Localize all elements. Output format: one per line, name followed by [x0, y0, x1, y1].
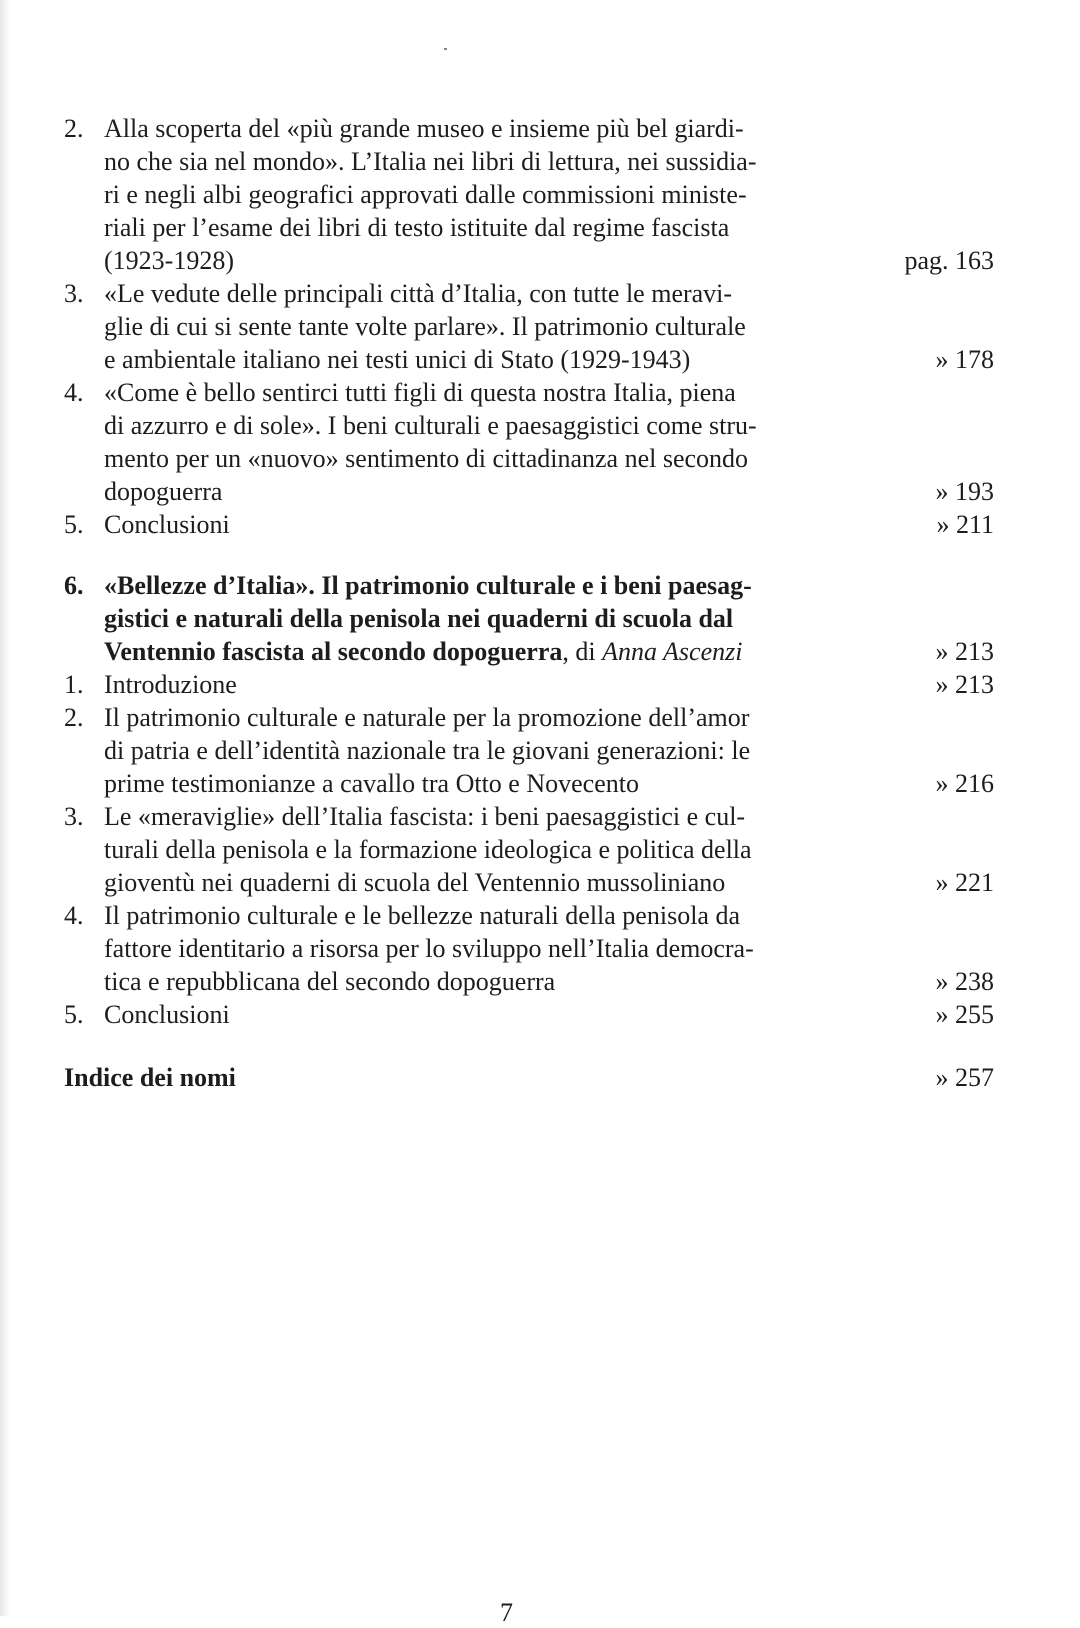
entry-title-text: riali per l’esame dei libri di testo istituite dal regime fascista [104, 213, 730, 242]
toc-line [0, 701, 1080, 734]
entry-title-text: Ventennio fascista al secondo dopoguerra [104, 637, 563, 666]
entry-title-text: fattore identitario a risorsa per lo sviluppo nell’Italia democra- [104, 934, 754, 963]
toc-line [0, 475, 1080, 508]
entry-title-text: prime testimonianze a cavallo tra Otto e Novecento [104, 769, 639, 798]
toc-line [0, 767, 1080, 800]
toc-line [0, 409, 1080, 442]
toc-entry[interactable] [0, 376, 1080, 508]
entry-number: 2. [64, 114, 84, 143]
entry-title-text: Conclusioni [104, 510, 230, 539]
entry-title-line [104, 475, 222, 508]
entry-title-text: «Come è bello sentirci tutti figli di questa nostra Italia, piena [104, 378, 736, 407]
entry-title-line [104, 277, 732, 310]
entry-title-line [104, 442, 748, 475]
toc-line [0, 734, 1080, 767]
page-number: » 221 [935, 868, 994, 897]
entry-title-line [104, 932, 754, 965]
entry-title-line [104, 602, 733, 635]
entry-title-text: «Bellezze d’Italia». Il patrimonio culturale e i beni paesag- [104, 571, 752, 600]
page-number: » 216 [935, 769, 994, 798]
page-folio: 7 [500, 1598, 513, 1627]
entry-title-line [104, 767, 639, 800]
toc-chapter-6[interactable] [0, 569, 1080, 668]
page-number: » 238 [935, 967, 994, 996]
toc-entry[interactable] [0, 998, 1080, 1031]
toc-line [0, 569, 1080, 602]
section-gap [0, 541, 1080, 569]
entry-title-text: gistici e naturali della penisola nei quaderni di scuola dal [104, 604, 734, 633]
section-gap [0, 1031, 1080, 1061]
toc-line [0, 211, 1080, 244]
entry-title-line [104, 569, 752, 602]
entry-title-text: «Le vedute delle principali città d’Italia, con tutte le meravi- [104, 279, 733, 308]
entry-title-text: ri e negli albi geografici approvati dalle commissioni ministe- [104, 180, 747, 209]
entry-title-line [104, 800, 745, 833]
entry-title-line [104, 409, 757, 442]
entry-title-text: glie di cui si sente tante volte parlare». Il patrimonio culturale [104, 312, 746, 341]
entry-number: 6. [64, 571, 84, 600]
toc-section-chapter6-subsections [0, 668, 1080, 1031]
author-name: Anna Ascenzi [602, 637, 743, 666]
toc-line [0, 635, 1080, 668]
entry-title-text: Il patrimonio culturale e le bellezze naturali della penisola da [104, 901, 740, 930]
page-number: » 211 [936, 510, 994, 539]
entry-number: 5. [64, 1000, 84, 1029]
entry-number: 1. [64, 670, 84, 699]
page-number: pag. 163 [904, 246, 994, 275]
entry-title-line [104, 833, 752, 866]
toc-line [0, 145, 1080, 178]
scan-speck [444, 48, 447, 50]
page-number: » 193 [935, 477, 994, 506]
toc-entry[interactable] [0, 277, 1080, 376]
toc-line [0, 112, 1080, 145]
toc-line [0, 899, 1080, 932]
entry-title-line [104, 112, 744, 145]
toc-line [0, 800, 1080, 833]
toc-line [0, 508, 1080, 541]
entry-title-line [104, 866, 725, 899]
toc-entry[interactable] [0, 701, 1080, 800]
toc-entry[interactable] [0, 508, 1080, 541]
toc-index-of-names[interactable] [0, 1061, 1080, 1094]
entry-title-text: Le «meraviglie» dell’Italia fascista: i beni paesaggistici e cul- [104, 802, 746, 831]
page-number: » 257 [935, 1063, 994, 1092]
page-number: » 213 [935, 637, 994, 666]
toc-line [0, 310, 1080, 343]
entry-title-text: no che sia nel mondo». L’Italia nei libri di lettura, nei sussidia- [104, 147, 757, 176]
toc-line [0, 998, 1080, 1031]
entry-number: 2. [64, 703, 84, 732]
page-number: » 178 [935, 345, 994, 374]
toc-line [0, 833, 1080, 866]
entry-number: 5. [64, 510, 84, 539]
toc-entry[interactable] [0, 112, 1080, 277]
entry-title-line [104, 178, 747, 211]
entry-title-line [104, 701, 749, 734]
entry-title-text: e ambientale italiano nei testi unici di Stato (1929-1943) [104, 345, 691, 374]
toc-line [0, 1061, 1080, 1094]
author-prefix: , di [562, 637, 603, 666]
entry-title-line [104, 211, 729, 244]
toc-line [0, 866, 1080, 899]
entry-title-line [104, 668, 237, 701]
toc-line [0, 668, 1080, 701]
entry-title-text: Conclusioni [104, 1000, 230, 1029]
toc-entry[interactable] [0, 800, 1080, 899]
toc-entry[interactable] [0, 668, 1080, 701]
entry-title-text: Introduzione [104, 670, 237, 699]
entry-title-line [104, 998, 230, 1031]
entry-title-line [104, 145, 757, 178]
entry-number: 4. [64, 901, 84, 930]
entry-title-line [104, 899, 740, 932]
entry-title-line [104, 310, 746, 343]
entry-title-text: gioventù nei quaderni di scuola del Ventennio mussoliniano [104, 868, 726, 897]
entry-title-text: (1923-1928) [104, 246, 234, 275]
entry-title-line [104, 635, 742, 668]
entry-title-line [104, 244, 234, 277]
entry-number: 3. [64, 802, 84, 831]
entry-number: 4. [64, 378, 84, 407]
entry-title-text: tica e repubblicana del secondo dopoguerra [104, 967, 556, 996]
entry-title-text: turali della penisola e la formazione ideologica e politica della [104, 835, 752, 864]
entry-title-line [104, 965, 555, 998]
toc-entry[interactable] [0, 899, 1080, 998]
toc-line [0, 932, 1080, 965]
page-number: » 213 [935, 670, 994, 699]
toc-line [0, 965, 1080, 998]
entry-title-text: mento per un «nuovo» sentimento di cittadinanza nel secondo [104, 444, 749, 473]
toc-line [0, 178, 1080, 211]
toc-line [0, 442, 1080, 475]
entry-title-text: di azzurro e di sole». I beni culturali e paesaggistici come stru- [104, 411, 757, 440]
toc-line [0, 277, 1080, 310]
entry-title-text: Il patrimonio culturale e naturale per la promozione dell’amor [104, 703, 750, 732]
entry-title-text: dopoguerra [104, 477, 223, 506]
toc-line [0, 244, 1080, 277]
entry-title-line [104, 343, 690, 376]
entry-number: 3. [64, 279, 84, 308]
entry-title-line [104, 508, 230, 541]
toc-section-chapter5-subsections [0, 112, 1080, 541]
table-of-contents [0, 112, 1080, 1094]
toc-line [0, 376, 1080, 409]
entry-title-line [104, 376, 736, 409]
entry-title-line [104, 734, 750, 767]
toc-line [0, 343, 1080, 376]
entry-title-text: Alla scoperta del «più grande museo e insieme più bel giardi- [104, 114, 744, 143]
page-number: » 255 [935, 1000, 994, 1029]
index-title: Indice dei nomi [64, 1063, 236, 1092]
toc-line [0, 602, 1080, 635]
entry-title-text: di patria e dell’identità nazionale tra le giovani generazioni: le [104, 736, 751, 765]
